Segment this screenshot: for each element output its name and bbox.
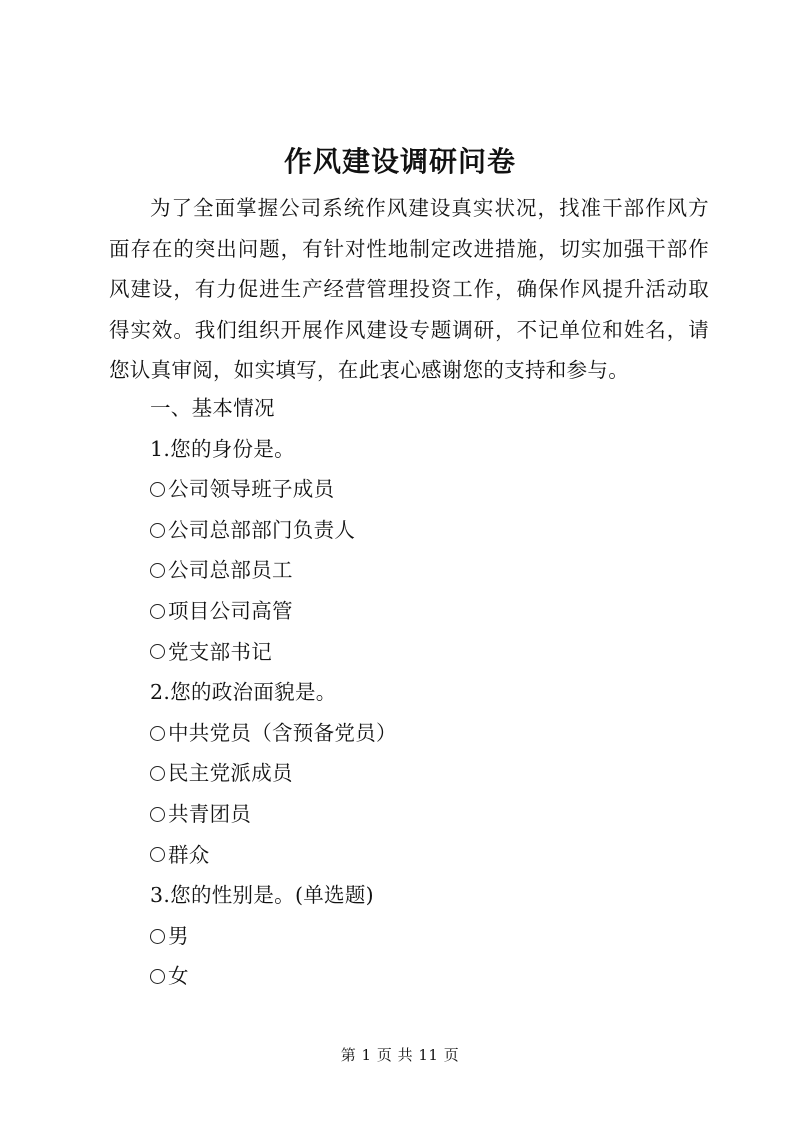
option-label: 中共党员（含预备党员） (168, 720, 397, 745)
option-q2-masses[interactable] (150, 835, 710, 876)
option-label: 项目公司高管 (168, 598, 293, 623)
question-1: 1.您的身份是。 (150, 436, 295, 461)
questionnaire-body (150, 388, 710, 997)
document-title: 作风建设调研问卷 (283, 145, 516, 178)
option-q1-party-secretary[interactable] (150, 632, 710, 673)
radio-circle-icon[interactable] (150, 929, 165, 944)
option-q1-company-leadership[interactable] (150, 469, 710, 510)
option-q1-department-head[interactable] (150, 510, 710, 551)
option-label: 公司领导班子成员 (168, 477, 335, 502)
option-q2-cpc-member[interactable] (150, 713, 710, 754)
radio-circle-icon[interactable] (150, 847, 165, 862)
radio-circle-icon[interactable] (150, 969, 165, 984)
option-q2-youth-league[interactable] (150, 794, 710, 835)
intro-paragraph: 为了全面掌握公司系统作风建设真实状况，找准干部作风方面存在的突出问题，有针对性地制定改进措施，切实加强干部作风建设，有力促进生产经营管理投资工作，确保作风提升活动取得实效。我们组织开展作风建设专题调研，不记单位和姓名，请您认真审阅，如实填写，在此衷心感谢您的支持和参与。 (109, 196, 709, 382)
option-label: 男 (168, 923, 189, 948)
option-q3-female[interactable] (150, 956, 710, 997)
radio-circle-icon[interactable] (150, 644, 165, 659)
option-q1-hq-employee[interactable] (150, 550, 710, 591)
page-number-footer: 第 1 页 共 11 页 (340, 1046, 460, 1064)
option-label: 共青团员 (168, 801, 252, 826)
option-label: 公司总部部门负责人 (168, 517, 356, 542)
question-3: 3.您的性别是。(单选题) (150, 883, 374, 908)
radio-circle-icon[interactable] (150, 766, 165, 781)
radio-circle-icon[interactable] (150, 726, 165, 741)
option-label: 女 (168, 964, 189, 989)
radio-circle-icon[interactable] (150, 563, 165, 578)
section-heading: 一、基本情况 (150, 396, 275, 420)
option-label: 公司总部员工 (168, 558, 293, 583)
option-label: 群众 (168, 842, 210, 867)
question-2: 2.您的政治面貌是。 (150, 680, 337, 705)
option-q1-project-executive[interactable] (150, 591, 710, 632)
radio-circle-icon[interactable] (150, 807, 165, 822)
radio-circle-icon[interactable] (150, 604, 165, 619)
option-label: 党支部书记 (168, 639, 272, 664)
radio-circle-icon[interactable] (150, 482, 165, 497)
option-q3-male[interactable] (150, 916, 710, 957)
option-q2-democratic-party[interactable] (150, 753, 710, 794)
radio-circle-icon[interactable] (150, 523, 165, 538)
option-label: 民主党派成员 (168, 761, 293, 786)
